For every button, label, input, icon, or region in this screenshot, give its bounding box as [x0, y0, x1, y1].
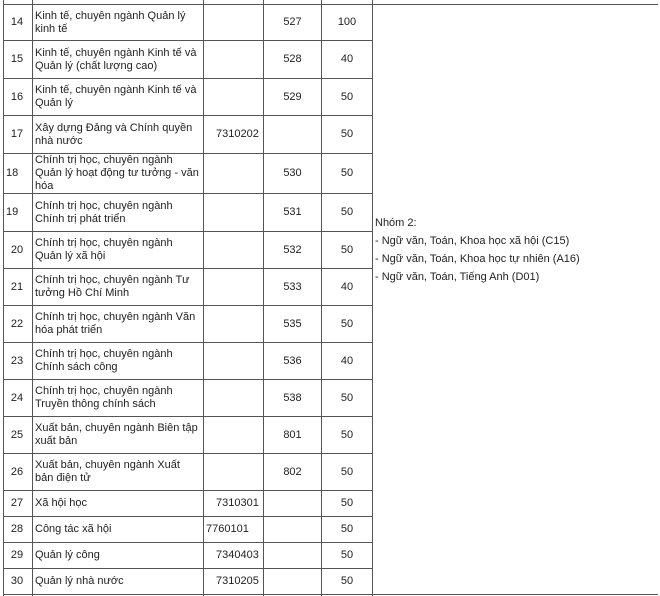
cell-specialization-code [264, 116, 322, 154]
admissions-table [3, 0, 658, 596]
cell-stt: 24 [4, 380, 33, 417]
subject-combination: - Ngữ văn, Toán, Khoa học xã hội (C15) [375, 234, 570, 247]
cell-specialization-code: 802 [264, 454, 322, 491]
cell-subject-group [373, 5, 659, 595]
cell-quota: 40 [322, 41, 373, 79]
cell-program-name: Kinh tế, chuyên ngành Quản lý kinh tế [33, 5, 204, 41]
cell-quota: 50 [322, 380, 373, 417]
cell-specialization-code [264, 491, 322, 517]
cell-program-name: Xã hội học [33, 491, 204, 517]
cell-program-name: Chính trị học, chuyên ngành Quản lý hoạt động tư tưởng - văn hóa [33, 154, 204, 194]
cell-quota: 50 [322, 232, 373, 269]
cell-program-code [204, 79, 264, 116]
cell-program-code [204, 380, 264, 417]
cell-program-code: 7760101 [204, 517, 264, 543]
cell-stt: 16 [4, 79, 33, 116]
cell-quota: 50 [322, 569, 373, 595]
cell-specialization-code: 532 [264, 232, 322, 269]
cell-stt: 30 [4, 569, 33, 595]
subject-group-block [375, 214, 656, 286]
cell-quota: 40 [322, 343, 373, 380]
cell-stt: 17 [4, 116, 33, 154]
cell-program-code [204, 41, 264, 79]
cell-specialization-code: 528 [264, 41, 322, 79]
cell-quota: 50 [322, 154, 373, 194]
cell-stt: 22 [4, 306, 33, 343]
cell-stt: 21 [4, 269, 33, 306]
cell-specialization-code [264, 543, 322, 569]
cell-program-name: Quản lý nhà nước [33, 569, 204, 595]
cell-program-name: Xây dựng Đảng và Chính quyền nhà nước [33, 116, 204, 154]
table-body [4, 0, 659, 595]
cell-program-name: Xuất bản, chuyên ngành Xuất bản điện tử [33, 454, 204, 491]
cell-quota: 50 [322, 79, 373, 116]
cell-stt: 28 [4, 517, 33, 543]
cell-program-code [204, 417, 264, 454]
cell-program-code [204, 306, 264, 343]
subject-combination: - Ngữ văn, Toán, Tiếng Anh (D01) [375, 270, 540, 283]
cell-specialization-code: 535 [264, 306, 322, 343]
cell-stt: 27 [4, 491, 33, 517]
cell-program-name: Chính trị học, chuyên ngành Quản lý xã hội [33, 232, 204, 269]
cell-specialization-code [264, 517, 322, 543]
cell-specialization-code: 536 [264, 343, 322, 380]
cell-quota: 100 [322, 5, 373, 41]
cell-quota: 50 [322, 491, 373, 517]
cell-program-code: 7310202 [204, 116, 264, 154]
cell-specialization-code: 527 [264, 5, 322, 41]
subject-combination: - Ngữ văn, Toán, Khoa học tự nhiên (A16) [375, 252, 580, 265]
cell-program-code [204, 232, 264, 269]
cell-program-code: 7340403 [204, 543, 264, 569]
cell-program-name: Xuất bản, chuyên ngành Biên tập xuất bản [33, 417, 204, 454]
cell-program-name: Chính trị học, chuyên ngành Truyền thông chính sách [33, 380, 204, 417]
cell-specialization-code: 529 [264, 79, 322, 116]
cell-program-code [204, 5, 264, 41]
cell-quota: 50 [322, 194, 373, 232]
cell-program-code [204, 454, 264, 491]
cell-program-name: Chính trị học, chuyên ngành Văn hóa phát triển [33, 306, 204, 343]
cell-specialization-code [264, 569, 322, 595]
cell-program-name: Chính trị học, chuyên ngành Tư tưởng Hồ Chí Minh [33, 269, 204, 306]
cell-stt: 14 [4, 5, 33, 41]
cell-quota: 50 [322, 543, 373, 569]
cell-quota: 50 [322, 417, 373, 454]
cell-quota: 50 [322, 116, 373, 154]
cell-program-name: Kinh tế, chuyên ngành Kinh tế và Quản lý (chất lượng cao) [33, 41, 204, 79]
cell-program-code: 7310205 [204, 569, 264, 595]
cell-stt: 15 [4, 41, 33, 79]
admissions-table-viewport [3, 0, 658, 596]
cell-program-code: 7310301 [204, 491, 264, 517]
cell-program-code [204, 269, 264, 306]
cell-quota: 50 [322, 454, 373, 491]
cell-program-name: Công tác xã hội [33, 517, 204, 543]
cell-program-name: Kinh tế, chuyên ngành Kinh tế và Quản lý [33, 79, 204, 116]
cell-program-code [204, 194, 264, 232]
cell-specialization-code: 533 [264, 269, 322, 306]
subject-group-title: Nhóm 2: [375, 216, 417, 229]
cell-stt: 19 [4, 194, 33, 232]
cell-program-name: Chính trị học, chuyên ngành Chính sách công [33, 343, 204, 380]
cell-quota: 50 [322, 306, 373, 343]
cell-stt: 23 [4, 343, 33, 380]
cell-specialization-code: 538 [264, 380, 322, 417]
cell-stt: 18 [4, 154, 33, 194]
cell-quota: 50 [322, 517, 373, 543]
cell-program-code [204, 343, 264, 380]
cell-specialization-code: 530 [264, 154, 322, 194]
cell-quota: 40 [322, 269, 373, 306]
cell-program-code [204, 154, 264, 194]
cell-stt: 20 [4, 232, 33, 269]
cell-program-name: Quản lý công [33, 543, 204, 569]
cell-stt: 25 [4, 417, 33, 454]
cell-stt: 29 [4, 543, 33, 569]
cell-stt: 26 [4, 454, 33, 491]
table-row [4, 5, 659, 41]
cell-program-name: Chính trị học, chuyên ngành Chính trị phát triển [33, 194, 204, 232]
cell-specialization-code: 531 [264, 194, 322, 232]
cell-specialization-code: 801 [264, 417, 322, 454]
